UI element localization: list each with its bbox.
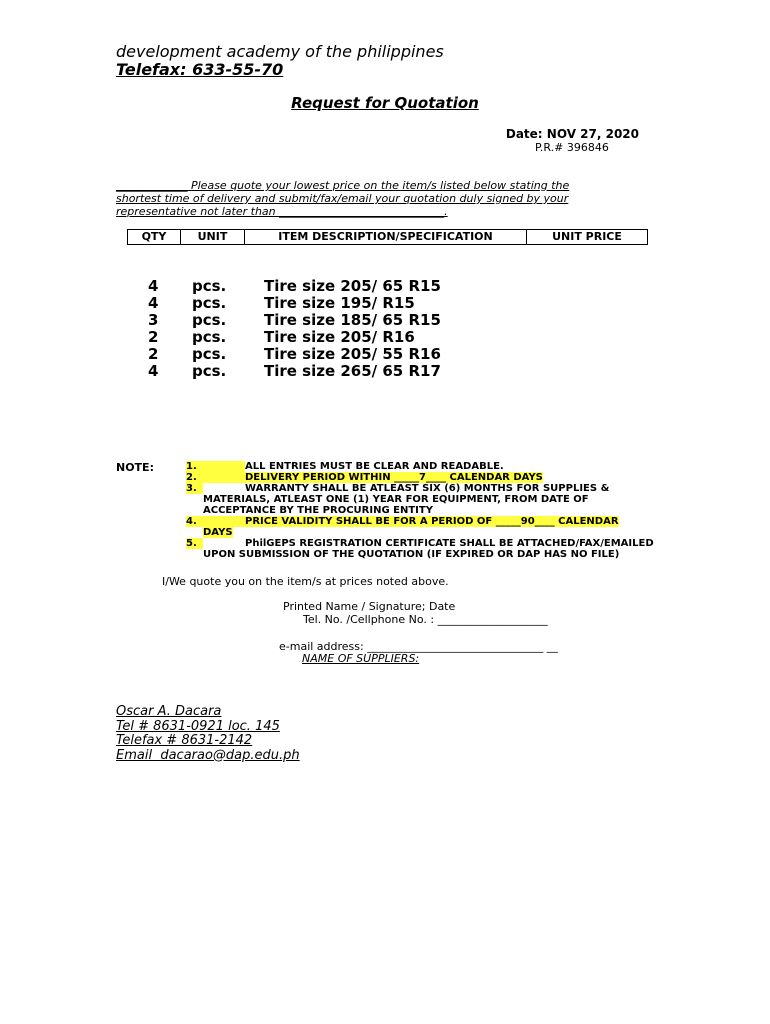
- item-unit: pcs.: [192, 362, 227, 380]
- note-3-continuation-2: ACCEPTANCE BY THE PROCURING ENTITY: [203, 505, 433, 516]
- contact-email: Email dacarao@dap.edu.ph: [116, 747, 300, 763]
- header-unit-price: UNIT PRICE: [552, 230, 622, 243]
- item-qty: 4: [148, 294, 159, 312]
- organization-name: development academy of the philippines: [116, 42, 444, 61]
- contact-block: [116, 705, 300, 763]
- item-qty: 2: [148, 345, 159, 363]
- intro-line-3: representative not later than ______________________________.: [116, 205, 448, 218]
- note-number: 4.: [186, 516, 203, 527]
- header-unit: UNIT: [181, 230, 245, 244]
- note-item-2: [186, 472, 686, 483]
- telefax-header: Telefax: 633-55-70: [116, 60, 284, 79]
- note-text: ALL ENTRIES MUST BE CLEAR AND READABLE.: [245, 461, 504, 472]
- header-qty: QTY: [128, 230, 181, 244]
- list-item: [148, 329, 441, 346]
- note-4-continuation-text: DAYS: [203, 527, 233, 538]
- item-qty: 4: [148, 362, 159, 380]
- item-description: Tire size 265/ 65 R17: [264, 362, 441, 380]
- items-table-header: [127, 229, 648, 245]
- email-field: e-mail address: ________________________________ __: [279, 640, 558, 653]
- note-number: 3.: [186, 483, 203, 494]
- note-text: PRICE VALIDITY SHALL BE FOR A PERIOD OF _____90____ CALENDAR: [245, 516, 619, 527]
- item-qty: 3: [148, 311, 159, 329]
- document-title: Request for Quotation: [291, 94, 479, 112]
- note-3-continuation-1: MATERIALS, ATLEAST ONE (1) YEAR FOR EQUIPMENT, FROM DATE OF: [203, 494, 589, 505]
- item-unit: pcs.: [192, 294, 227, 312]
- note-number: 5.: [186, 538, 203, 549]
- note-item-5: [186, 538, 686, 549]
- printed-name-label: Printed Name / Signature; Date: [283, 600, 456, 613]
- tel-field: Tel. No. /Cellphone No. : ____________________: [303, 613, 548, 626]
- note-item-3: [186, 483, 686, 494]
- note-spacer: [203, 538, 245, 549]
- note-text: PhilGEPS REGISTRATION CERTIFICATE SHALL BE ATTACHED/FAX/EMAILED: [245, 538, 654, 549]
- header-description: ITEM DESCRIPTION/SPECIFICATION: [245, 230, 527, 244]
- intro-line-1: _____________ Please quote your lowest price on the item/s listed below stating the: [116, 179, 570, 192]
- note-item-1: [186, 461, 686, 472]
- item-unit: pcs.: [192, 311, 227, 329]
- note-4-continuation: [186, 527, 686, 538]
- notes-list: [186, 461, 686, 560]
- item-description: Tire size 205/ R16: [264, 328, 415, 346]
- note-spacer: [203, 461, 245, 472]
- note-number: 2.: [186, 472, 203, 483]
- document-date: Date: NOV 27, 2020: [505, 127, 639, 141]
- item-qty: 4: [148, 277, 159, 295]
- intro-paragraph: [116, 179, 616, 218]
- contact-telefax: Telefax # 8631-2142: [116, 733, 253, 748]
- item-description: Tire size 195/ R15: [264, 294, 415, 312]
- list-item: [148, 363, 441, 380]
- list-item: [148, 278, 441, 295]
- intro-line-2: shortest time of delivery and submit/fax/email your quotation duly signed by your: [116, 192, 569, 205]
- item-qty: 2: [148, 328, 159, 346]
- item-description: Tire size 205/ 65 R15: [264, 277, 441, 295]
- item-unit: pcs.: [192, 328, 227, 346]
- items-list: [148, 278, 441, 380]
- note-label: NOTE:: [116, 461, 154, 474]
- item-unit: pcs.: [192, 277, 227, 295]
- pr-number: P.R.# 396846: [535, 141, 609, 154]
- list-item: [148, 346, 441, 363]
- note-text: DELIVERY PERIOD WITHIN _____7____ CALENDAR DAYS: [245, 472, 543, 483]
- list-item: [148, 312, 441, 329]
- note-spacer: [203, 516, 245, 527]
- note-5-continuation: UPON SUBMISSION OF THE QUOTATION (IF EXPIRED OR DAP HAS NO FILE): [203, 549, 620, 560]
- note-spacer: [203, 472, 245, 483]
- quote-statement: I/We quote you on the item/s at prices noted above.: [162, 575, 449, 588]
- suppliers-label: NAME OF SUPPLIERS:: [302, 652, 420, 665]
- item-description: Tire size 185/ 65 R15: [264, 311, 441, 329]
- note-text: WARRANTY SHALL BE ATLEAST SIX (6) MONTHS FOR SUPPLIES &: [245, 483, 610, 494]
- note-number: 1.: [186, 461, 203, 472]
- note-item-4: [186, 516, 686, 527]
- contact-name: Oscar A. Dacara: [116, 704, 222, 719]
- list-item: [148, 295, 441, 312]
- note-spacer: [203, 483, 245, 494]
- contact-tel: Tel # 8631-0921 loc. 145: [116, 718, 280, 734]
- item-description: Tire size 205/ 55 R16: [264, 345, 441, 363]
- item-unit: pcs.: [192, 345, 227, 363]
